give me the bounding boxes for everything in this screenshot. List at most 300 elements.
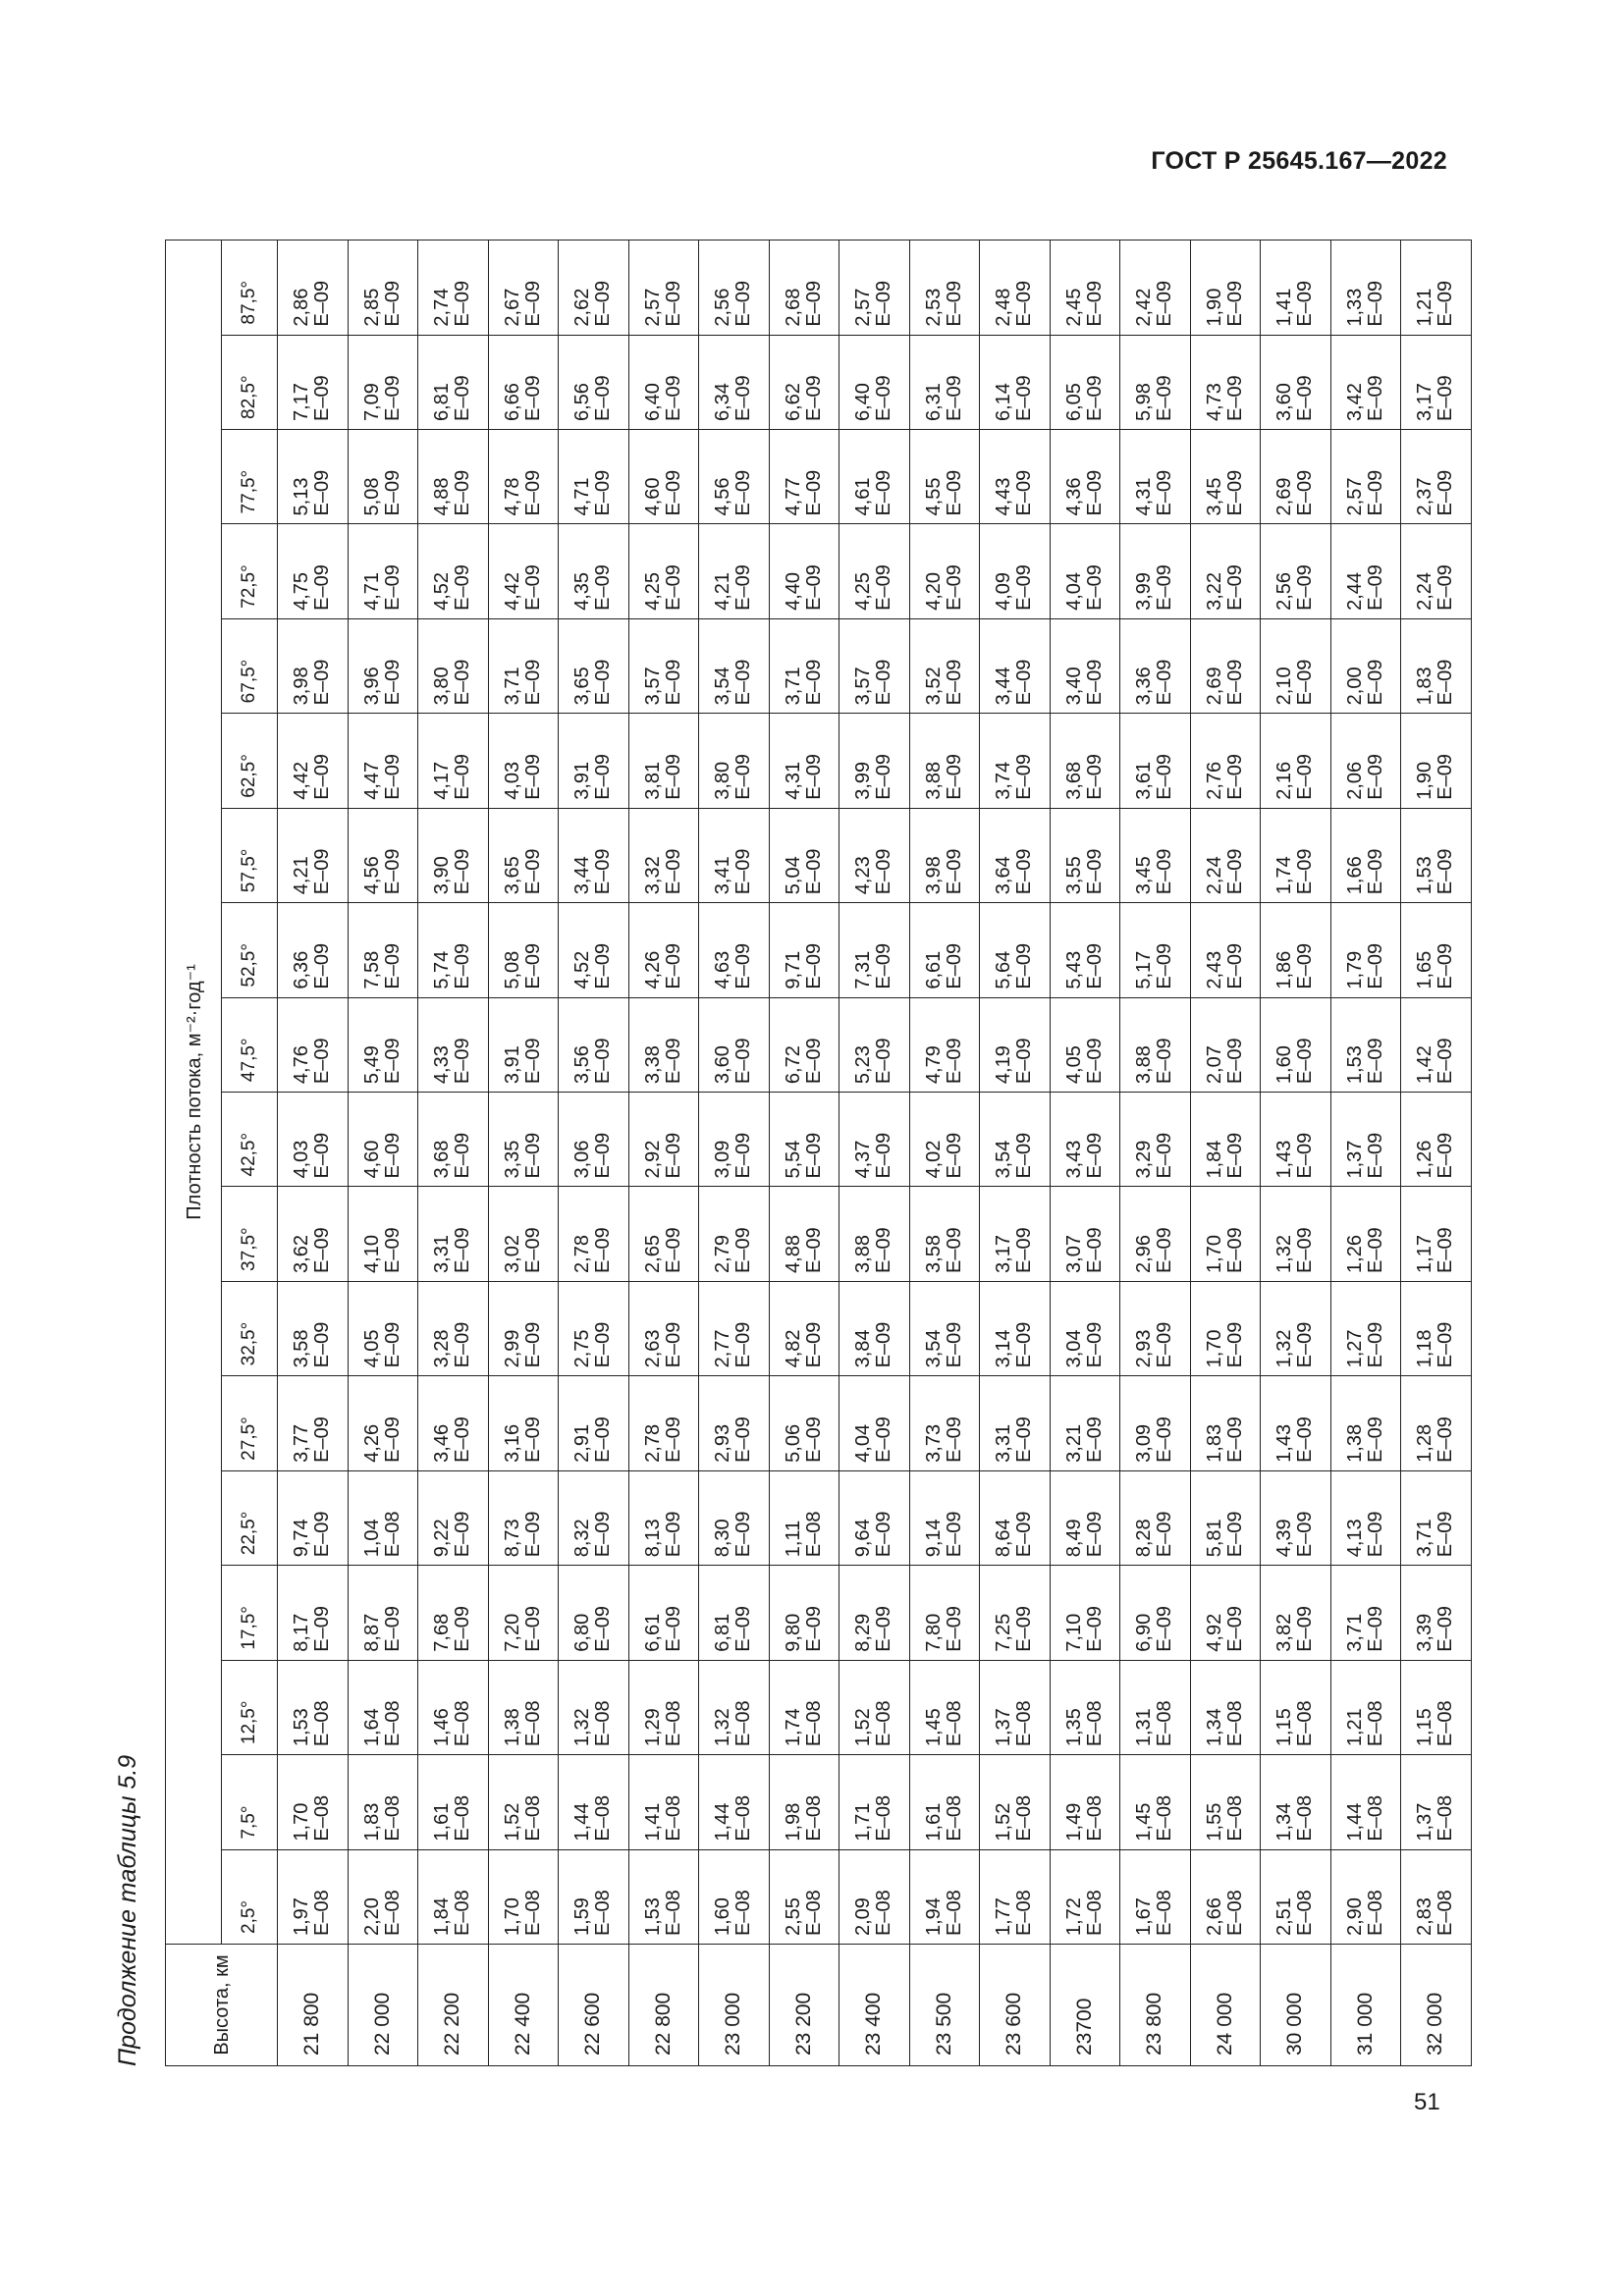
flux-mantissa: 1,84 [1203,1140,1225,1179]
flux-value-cell [559,1187,629,1281]
flux-mantissa: 5,64 [993,950,1015,989]
flux-mantissa: 6,14 [993,383,1015,421]
flux-value-cell [1261,1660,1331,1754]
flux-value-cell [628,1376,699,1470]
flux-mantissa: 3,98 [922,856,945,895]
flux-exponent: E–08 [1013,1890,1036,1936]
flux-value-cell [559,1849,629,1944]
flux-exponent: E–09 [802,659,825,706]
flux-mantissa: 3,88 [852,1235,875,1273]
flux-exponent: E–09 [1364,280,1386,327]
flux-mantissa: 4,76 [291,1045,313,1085]
flux-value-cell [980,1849,1051,1944]
flux-value-cell [1120,1566,1191,1660]
flux-value-cell [488,1849,559,1944]
flux-value-cell [769,618,839,713]
flux-exponent: E–09 [381,1605,404,1652]
flux-exponent: E–09 [1294,942,1317,989]
flux-mantissa: 1,35 [1062,1708,1085,1747]
flux-exponent: E–09 [1294,1416,1317,1463]
flux-value-cell [488,1566,559,1660]
flux-mantissa: 4,20 [922,571,945,611]
flux-mantissa: 1,74 [782,1708,804,1747]
flux-exponent: E–08 [1083,1794,1106,1842]
flux-value-cell [488,903,559,997]
angle-header: 42,5° [222,1093,278,1187]
flux-mantissa: 1,61 [431,1802,454,1842]
flux-value-cell [559,1093,629,1187]
flux-value-cell [1050,1470,1120,1565]
flux-mantissa: 7,58 [360,950,383,989]
flux-exponent: E–09 [1294,659,1317,706]
flux-value-cell [628,1849,699,1944]
flux-exponent: E–09 [1013,1227,1036,1273]
flux-mantissa: 2,62 [571,288,594,327]
flux-exponent: E–08 [381,1700,404,1747]
flux-exponent: E–09 [1154,1511,1176,1558]
flux-mantissa: 1,45 [922,1708,945,1747]
angle-header: 12,5° [222,1660,278,1754]
flux-exponent: E–09 [873,1511,895,1558]
flux-exponent: E–09 [1435,754,1457,800]
flux-exponent: E–09 [381,1038,404,1085]
flux-value-cell [980,808,1051,902]
flux-mantissa: 3,81 [641,761,664,800]
flux-value-cell [699,1281,770,1375]
flux-mantissa: 2,44 [1343,571,1366,611]
flux-exponent: E–09 [802,1321,825,1368]
table-row [909,240,980,2065]
flux-mantissa: 2,00 [1343,667,1366,706]
flux-mantissa: 6,40 [852,383,875,421]
flux-value-cell [278,903,349,997]
flux-mantissa: 5,08 [501,950,523,989]
flux-value-cell [1401,903,1472,997]
flux-value-cell [1050,997,1120,1092]
flux-mantissa: 4,73 [1203,383,1225,421]
flux-value-cell [628,1660,699,1754]
flux-mantissa: 4,40 [782,571,804,611]
flux-mantissa: 4,79 [922,1045,945,1085]
flux-mantissa: 4,10 [360,1235,383,1273]
flux-exponent: E–09 [452,848,474,895]
flux-mantissa: 3,90 [431,856,454,895]
flux-mantissa: 6,56 [571,383,594,421]
flux-value-cell [909,1093,980,1187]
flux-mantissa: 2,86 [291,288,313,327]
flux-mantissa: 1,60 [1273,1045,1296,1085]
flux-mantissa: 3,74 [993,761,1015,800]
flux-exponent: E–09 [381,848,404,895]
flux-value-cell [699,618,770,713]
flux-value-cell [488,808,559,902]
flux-mantissa: 3,73 [922,1423,945,1463]
flux-exponent: E–08 [1013,1700,1036,1747]
flux-exponent: E–09 [802,1416,825,1463]
flux-value-cell [628,1755,699,1849]
flux-exponent: E–09 [732,1132,755,1179]
flux-exponent: E–09 [1435,1038,1457,1085]
flux-mantissa: 1,46 [431,1708,454,1747]
flux-value-cell [1261,1187,1331,1281]
flux-value-cell [418,1376,489,1470]
flux-mantissa: 4,60 [641,477,664,516]
flux-value-cell [628,1281,699,1375]
flux-exponent: E–09 [1435,1132,1457,1179]
flux-value-cell [1050,1093,1120,1187]
flux-exponent: E–09 [1083,1321,1106,1368]
flux-mantissa: 2,96 [1133,1235,1156,1273]
flux-value-cell [839,997,910,1092]
flux-value-cell [628,524,699,618]
flux-exponent: E–09 [1223,1511,1246,1558]
flux-value-cell [488,1281,559,1375]
flux-exponent: E–09 [521,1605,544,1652]
flux-mantissa: 3,58 [922,1235,945,1273]
flux-exponent: E–09 [1294,1132,1317,1179]
flux-mantissa: 8,17 [291,1613,313,1652]
flux-exponent: E–09 [381,469,404,516]
flux-value-cell [1261,1470,1331,1565]
flux-mantissa: 3,58 [291,1329,313,1368]
flux-value-cell [909,1470,980,1565]
flux-mantissa: 1,53 [1414,856,1436,895]
flux-value-cell [1190,714,1261,808]
flux-mantissa: 7,17 [291,383,313,421]
flux-value-cell [839,1376,910,1470]
flux-value-cell [769,1849,839,1944]
flux-value-cell [769,430,839,524]
flux-value-cell [348,1470,418,1565]
flux-exponent: E–09 [311,1511,334,1558]
flux-value-cell [1120,1187,1191,1281]
flux-mantissa: 1,70 [501,1897,523,1936]
flux-value-cell [1120,618,1191,713]
flux-mantissa: 4,36 [1062,477,1085,516]
flux-mantissa: 3,21 [1062,1423,1085,1463]
flux-exponent: E–09 [452,1321,474,1368]
flux-value-cell [839,808,910,902]
flux-mantissa: 1,59 [571,1897,594,1936]
flux-exponent: E–09 [311,375,334,421]
flux-exponent: E–09 [802,942,825,989]
flux-value-cell [278,1660,349,1754]
flux-mantissa: 2,78 [641,1423,664,1463]
flux-exponent: E–09 [521,1511,544,1558]
flux-exponent: E–09 [1294,375,1317,421]
flux-exponent: E–09 [1223,942,1246,989]
flux-mantissa: 1,70 [1203,1235,1225,1273]
flux-value-cell [1190,335,1261,429]
flux-exponent: E–09 [732,280,755,327]
flux-value-cell [559,903,629,997]
flux-value-cell [909,1281,980,1375]
flux-exponent: E–09 [1154,1605,1176,1652]
flux-mantissa: 1,70 [1203,1329,1225,1368]
flux-density-header: Плотность потока, м⁻²·год⁻¹ [166,240,222,1944]
flux-exponent: E–09 [943,469,965,516]
flux-exponent: E–08 [873,1700,895,1747]
flux-exponent: E–09 [592,280,615,327]
flux-value-cell [699,430,770,524]
flux-exponent: E–09 [943,1132,965,1179]
flux-mantissa: 2,83 [1414,1897,1436,1936]
flux-exponent: E–09 [1435,1227,1457,1273]
flux-mantissa: 3,77 [291,1423,313,1463]
flux-exponent: E–09 [1294,1511,1317,1558]
flux-mantissa: 2,10 [1273,667,1296,706]
flux-value-cell [559,618,629,713]
flux-exponent: E–08 [943,1794,965,1842]
flux-value-cell [1190,430,1261,524]
flux-mantissa: 2,66 [1203,1897,1225,1936]
flux-value-cell [1190,997,1261,1092]
angle-header: 32,5° [222,1281,278,1375]
flux-mantissa: 6,81 [431,383,454,421]
flux-exponent: E–08 [1294,1794,1317,1842]
flux-value-cell [1330,1470,1401,1565]
altitude-cell: 23 400 [839,1945,910,2066]
flux-value-cell [1050,808,1120,902]
flux-mantissa: 2,56 [712,288,734,327]
flux-mantissa: 4,31 [782,761,804,800]
page-number: 51 [1414,2089,1440,2115]
flux-value-cell [980,618,1051,713]
flux-value-cell [418,1470,489,1565]
flux-value-cell [278,808,349,902]
altitude-cell: 22 800 [628,1945,699,2066]
flux-mantissa: 2,37 [1414,477,1436,516]
flux-value-cell [769,997,839,1092]
flux-exponent: E–09 [1013,1321,1036,1368]
flux-exponent: E–08 [1435,1794,1457,1842]
flux-mantissa: 4,23 [852,856,875,895]
flux-exponent: E–09 [1083,1132,1106,1179]
flux-value-cell [909,1755,980,1849]
flux-exponent: E–09 [1364,375,1386,421]
flux-value-cell [628,430,699,524]
flux-value-cell [909,1849,980,1944]
flux-exponent: E–09 [1013,1416,1036,1463]
flux-mantissa: 4,31 [1133,477,1156,516]
flux-exponent: E–09 [1013,848,1036,895]
flux-mantissa: 3,71 [782,667,804,706]
flux-value-cell [1261,524,1331,618]
flux-mantissa: 8,29 [852,1613,875,1652]
flux-value-cell [628,335,699,429]
flux-exponent: E–09 [592,564,615,611]
flux-mantissa: 9,64 [852,1519,875,1558]
flux-exponent: E–09 [1223,659,1246,706]
flux-value-cell [418,903,489,997]
flux-value-cell [488,997,559,1092]
flux-mantissa: 3,68 [431,1140,454,1179]
flux-value-cell [1120,997,1191,1092]
flux-exponent: E–08 [732,1700,755,1747]
flux-mantissa: 3,45 [1203,477,1225,516]
flux-mantissa: 6,90 [1133,1613,1156,1652]
flux-mantissa: 9,22 [431,1519,454,1558]
flux-value-cell [418,714,489,808]
flux-mantissa: 5,54 [782,1140,804,1179]
flux-value-cell [1050,1755,1120,1849]
flux-mantissa: 3,80 [712,761,734,800]
flux-value-cell [1330,524,1401,618]
table-row [278,240,349,2065]
flux-mantissa: 3,60 [1273,383,1296,421]
flux-exponent: E–09 [1223,469,1246,516]
flux-exponent: E–09 [662,1132,684,1179]
flux-exponent: E–09 [1013,1132,1036,1179]
flux-mantissa: 2,16 [1273,761,1296,800]
flux-exponent: E–09 [873,564,895,611]
flux-value-cell [1401,524,1472,618]
flux-exponent: E–09 [521,375,544,421]
flux-value-cell [278,1093,349,1187]
flux-value-cell [1401,1849,1472,1944]
flux-value-cell [1330,1281,1401,1375]
flux-mantissa: 3,99 [1133,571,1156,611]
flux-exponent: E–08 [1435,1700,1457,1747]
flux-mantissa: 4,35 [571,571,594,611]
flux-exponent: E–09 [662,1605,684,1652]
flux-exponent: E–09 [662,564,684,611]
flux-exponent: E–09 [1154,848,1176,895]
altitude-cell: 22 000 [348,1945,418,2066]
flux-mantissa: 5,98 [1133,383,1156,421]
flux-mantissa: 1,28 [1414,1423,1436,1463]
flux-value-cell [488,430,559,524]
flux-exponent: E–08 [311,1700,334,1747]
document-standard-header: ГОСТ Р 25645.167—2022 [1151,147,1447,175]
flux-value-cell [1120,1660,1191,1754]
flux-exponent: E–09 [452,564,474,611]
flux-mantissa: 1,45 [1133,1802,1156,1842]
flux-value-cell [769,240,839,335]
flux-mantissa: 3,41 [712,856,734,895]
flux-mantissa: 3,65 [501,856,523,895]
flux-mantissa: 2,53 [922,288,945,327]
flux-value-cell [559,997,629,1092]
flux-exponent: E–08 [943,1890,965,1936]
flux-mantissa: 5,43 [1062,950,1085,989]
flux-value-cell [699,1849,770,1944]
flux-exponent: E–08 [1154,1890,1176,1936]
flux-mantissa: 1,32 [712,1708,734,1747]
flux-value-cell [699,903,770,997]
flux-value-cell [1261,1093,1331,1187]
flux-mantissa: 1,38 [1343,1423,1366,1463]
flux-exponent: E–09 [1223,375,1246,421]
flux-mantissa: 3,71 [1414,1519,1436,1558]
flux-mantissa: 4,82 [782,1329,804,1368]
flux-exponent: E–08 [802,1890,825,1936]
flux-mantissa: 9,71 [782,950,804,989]
flux-mantissa: 5,74 [431,950,454,989]
flux-exponent: E–09 [1154,942,1176,989]
flux-value-cell [980,335,1051,429]
flux-exponent: E–08 [1364,1794,1386,1842]
flux-exponent: E–09 [873,659,895,706]
flux-value-cell [1330,618,1401,713]
flux-mantissa: 2,45 [1062,288,1085,327]
flux-value-cell [278,1281,349,1375]
flux-mantissa: 2,77 [712,1329,734,1368]
flux-exponent: E–09 [1154,375,1176,421]
flux-mantissa: 1,44 [1343,1802,1366,1842]
flux-mantissa: 1,43 [1273,1140,1296,1179]
flux-mantissa: 3,60 [712,1045,734,1085]
flux-exponent: E–09 [802,1038,825,1085]
flux-exponent: E–09 [381,564,404,611]
angle-header: 77,5° [222,430,278,524]
flux-mantissa: 3,88 [1133,1045,1156,1085]
flux-mantissa: 4,52 [431,571,454,611]
flux-value-cell [278,430,349,524]
flux-mantissa: 5,08 [360,477,383,516]
flux-value-cell [418,1849,489,1944]
flux-exponent: E–09 [592,1038,615,1085]
flux-mantissa: 4,17 [431,761,454,800]
flux-mantissa: 1,64 [360,1708,383,1747]
angle-header: 52,5° [222,903,278,997]
flux-value-cell [769,1187,839,1281]
flux-mantissa: 2,79 [712,1235,734,1273]
flux-value-cell [769,1755,839,1849]
flux-value-cell [1120,1376,1191,1470]
flux-exponent: E–09 [1083,469,1106,516]
flux-value-cell [1120,1093,1191,1187]
flux-value-cell [1401,1660,1472,1754]
flux-exponent: E–09 [802,754,825,800]
flux-mantissa: 5,49 [360,1045,383,1085]
flux-value-cell [1190,1187,1261,1281]
flux-exponent: E–09 [802,280,825,327]
flux-exponent: E–09 [732,469,755,516]
flux-value-cell [980,430,1051,524]
flux-value-cell [839,1470,910,1565]
flux-value-cell [1120,524,1191,618]
flux-mantissa: 5,06 [782,1423,804,1463]
flux-mantissa: 2,51 [1273,1897,1296,1936]
flux-mantissa: 1,17 [1414,1235,1436,1273]
flux-exponent: E–09 [802,1132,825,1179]
flux-exponent: E–09 [943,942,965,989]
table-row [348,240,418,2065]
flux-mantissa: 1,44 [712,1802,734,1842]
flux-exponent: E–08 [802,1700,825,1747]
flux-value-cell [1190,1566,1261,1660]
flux-value-cell [980,714,1051,808]
flux-value-cell [1261,714,1331,808]
flux-value-cell [1120,714,1191,808]
flux-mantissa: 8,49 [1062,1519,1085,1558]
flux-value-cell [1120,430,1191,524]
table-body [278,240,1472,2065]
flux-mantissa: 1,71 [852,1802,875,1842]
flux-exponent: E–09 [311,659,334,706]
flux-value-cell [1120,903,1191,997]
flux-value-cell [1330,1849,1401,1944]
flux-exponent: E–09 [1364,1227,1386,1273]
flux-exponent: E–08 [873,1890,895,1936]
flux-mantissa: 2,68 [782,288,804,327]
flux-exponent: E–09 [452,942,474,989]
flux-mantissa: 9,74 [291,1519,313,1558]
flux-exponent: E–09 [1154,564,1176,611]
flux-exponent: E–09 [381,659,404,706]
flux-exponent: E–09 [1013,942,1036,989]
